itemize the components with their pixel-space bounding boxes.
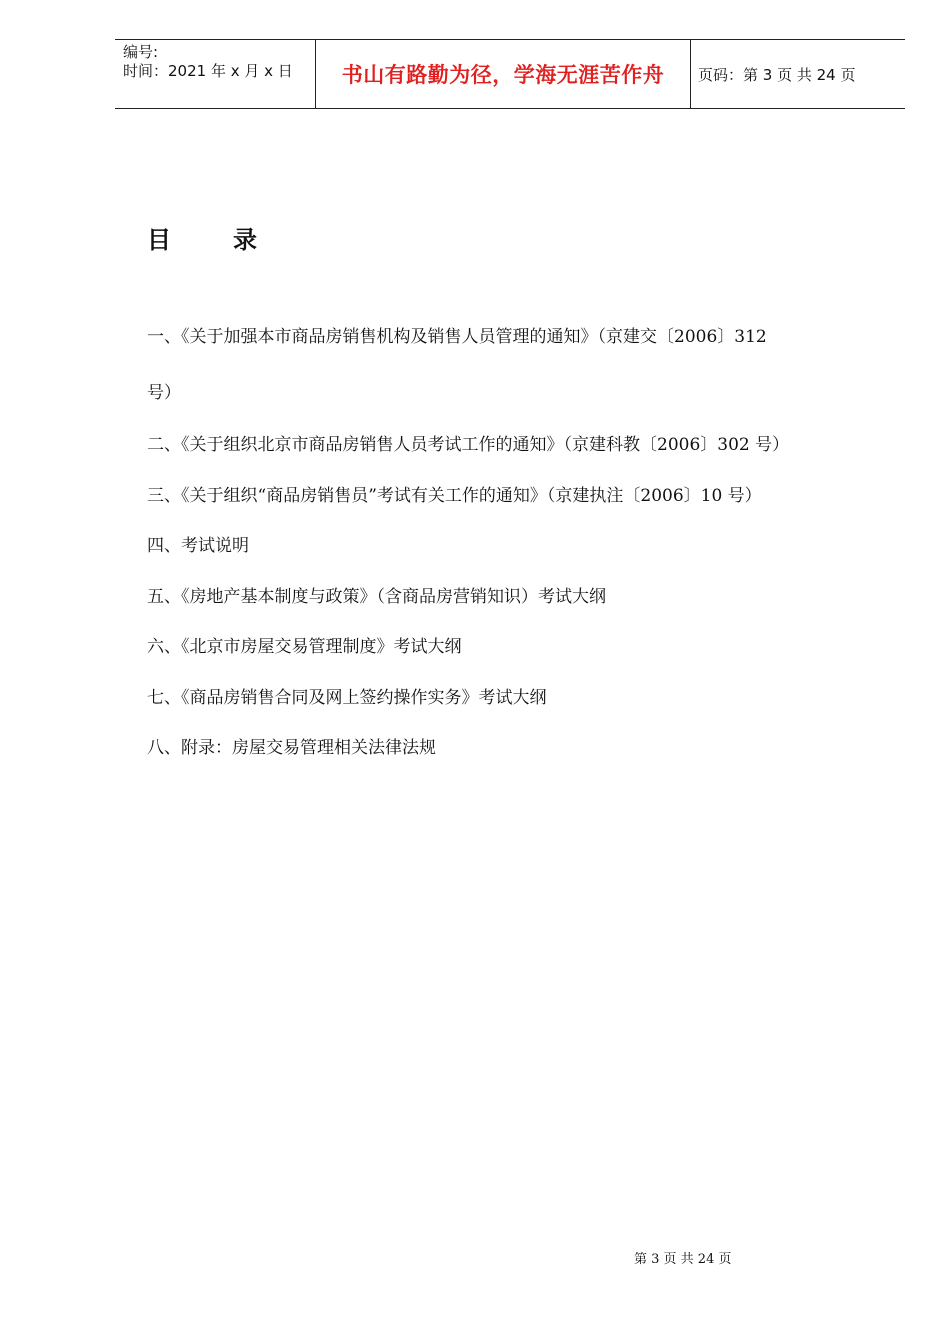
toc-title — [147, 220, 257, 255]
toc-item-1[interactable]: 一、《关于加强本市商品房销售机构及销售人员管理的通知》（京建交〔2006〕312 — [147, 327, 767, 347]
toc-item-4[interactable]: 四、考试说明 — [147, 536, 249, 556]
header-time-label: 时间：2021 年 x 月 x 日 — [123, 62, 293, 80]
header-motto: 书山有路勤为径，学海无涯苦作舟 — [341, 63, 665, 87]
page-header — [115, 39, 905, 109]
toc-title-char-1: 目 — [147, 226, 171, 254]
toc-item-3[interactable]: 三、《关于组织“商品房销售员”考试有关工作的通知》（京建执注〔2006〕10 号） — [147, 486, 762, 506]
toc-item-7[interactable]: 七、《商品房销售合同及网上签约操作实务》考试大纲 — [147, 688, 547, 708]
header-motto-cell — [315, 40, 691, 108]
toc-item-6[interactable]: 六、《北京市房屋交易管理制度》考试大纲 — [147, 637, 462, 657]
toc-item-1-cont[interactable]: 号） — [147, 383, 181, 403]
header-page-cell — [690, 40, 905, 108]
page-footer: 第 3 页 共 24 页 — [634, 1252, 732, 1267]
toc-item-5[interactable]: 五、《房地产基本制度与政策》（含商品房营销知识）考试大纲 — [147, 587, 606, 607]
toc-title-char-2: 录 — [233, 226, 257, 254]
header-number-label: 编号: — [123, 43, 159, 61]
header-meta — [115, 40, 315, 108]
toc-item-8[interactable]: 八、附录：房屋交易管理相关法律法规 — [147, 738, 436, 758]
header-page-label: 页码：第 3 页 共 24 页 — [698, 65, 856, 84]
toc-item-2[interactable]: 二、《关于组织北京市商品房销售人员考试工作的通知》（京建科教〔2006〕302 号） — [147, 435, 790, 455]
